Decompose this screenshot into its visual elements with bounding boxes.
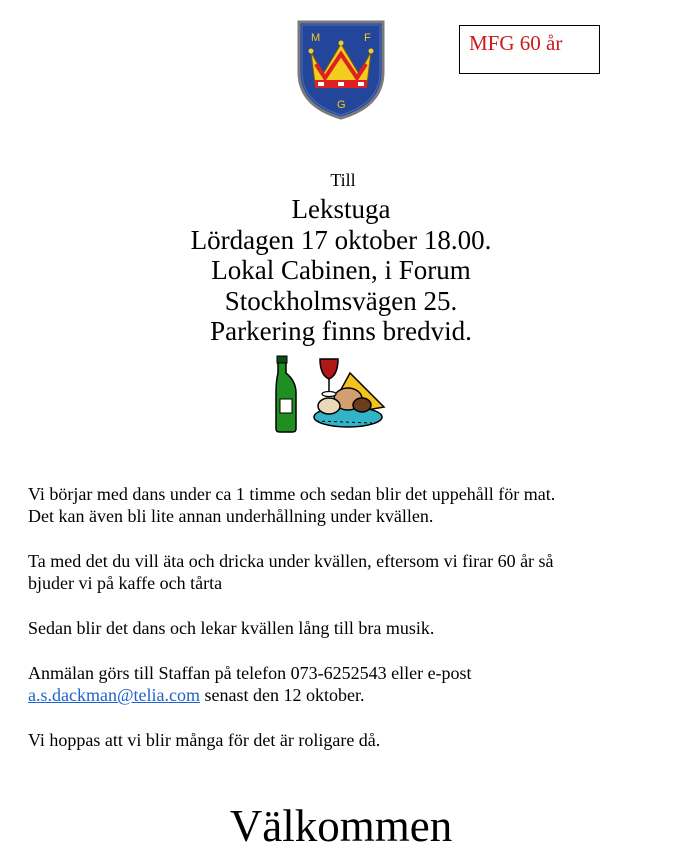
event-parking: Parkering finns bredvid.	[210, 316, 472, 346]
event-title: Lekstuga	[291, 194, 391, 224]
paragraph-program	[28, 483, 668, 527]
paragraph-line	[28, 684, 668, 706]
paragraph-line: Ta med det du vill äta och dricka under kvällen, eftersom vi firar 60 år så	[28, 551, 554, 571]
anniversary-box	[459, 25, 600, 74]
club-logo	[297, 20, 385, 120]
email-link[interactable]: a.s.dackman@telia.com	[28, 685, 201, 705]
to-label: Till	[330, 170, 356, 190]
paragraph-line: Anmälan görs till Staffan på telefon 073-6252543 eller e-post	[28, 663, 472, 683]
event-date: Lördagen 17 oktober 18.00.	[190, 224, 492, 255]
invitation-body	[28, 483, 668, 774]
party-food-illustration	[272, 355, 388, 435]
event-venue: Lokal Cabinen, i Forum	[211, 255, 471, 285]
welcome-heading: Välkommen	[229, 801, 453, 851]
event-address: Stockholmsvägen 25.	[224, 285, 458, 316]
paragraph-line: Vi börjar med dans under ca 1 timme och sedan blir det uppehåll för mat.	[28, 484, 556, 504]
paragraph-dance	[28, 617, 668, 639]
paragraph-line: bjuder vi på kaffe och tårta	[28, 573, 223, 593]
paragraph-registration	[28, 662, 668, 706]
logo-letter-g: G	[337, 99, 346, 111]
event-details	[0, 194, 682, 347]
paragraph-line: Vi hoppas att vi blir många för det är roligare då.	[28, 730, 381, 750]
event-heading	[0, 168, 682, 347]
anniversary-label: MFG 60 år	[469, 31, 563, 55]
paragraph-line: Det kan även bli lite annan underhållning under kvällen.	[28, 506, 434, 526]
deadline-text: senast den 12 oktober.	[200, 685, 365, 705]
paragraph-line: Sedan blir det dans och lekar kvällen lång till bra musik.	[28, 618, 435, 638]
logo-letter-f: F	[364, 32, 371, 44]
paragraph-closing	[28, 729, 668, 751]
paragraph-food	[28, 550, 668, 594]
logo-letter-m: M	[311, 32, 321, 44]
